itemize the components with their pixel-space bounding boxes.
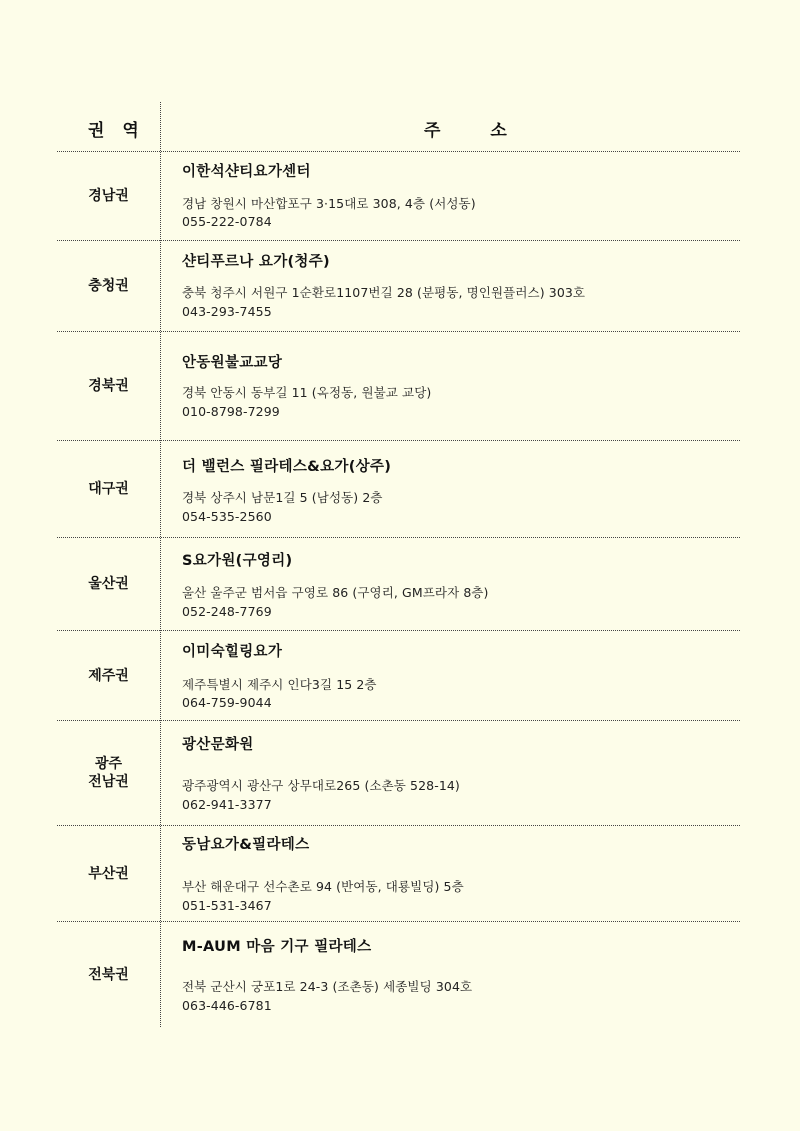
address-entry — [182, 332, 737, 440]
address-entry — [182, 631, 737, 720]
venue-phone: 052-248-7769 — [182, 604, 272, 619]
region-label: 경남권 — [88, 188, 129, 204]
venue-name: M-AUM 마음 기구 필라테스 — [182, 939, 372, 955]
venue-address: 부산 해운대구 선수촌로 94 (반여동, 대룡빌딩) 5층 — [182, 879, 464, 894]
venue-address: 울산 울주군 범서읍 구영로 86 (구영리, GM프라자 8층) — [182, 585, 489, 600]
region-label: 경북권 — [88, 378, 129, 394]
venue-name: 이한석샨티요가센터 — [182, 164, 311, 180]
address-entry — [182, 922, 737, 1027]
address-column-header: 주 소 — [424, 121, 529, 141]
venue-name: 샨티푸르나 요가(청주) — [182, 254, 330, 270]
address-entry — [182, 441, 737, 537]
venue-address: 전북 군산시 궁포1로 24-3 (조촌동) 세종빌딩 304호 — [182, 979, 473, 994]
venue-phone: 055-222-0784 — [182, 214, 272, 229]
venue-address: 제주특별시 제주시 인다3길 15 2층 — [182, 677, 377, 692]
address-entry — [182, 826, 737, 921]
venue-name: 더 밸런스 필라테스&요가(상주) — [182, 459, 392, 475]
region-label: 부산권 — [88, 865, 129, 882]
region-label: 대구권 — [88, 481, 129, 497]
address-entry — [182, 152, 737, 240]
region-label: 광주 전남권 — [88, 756, 129, 790]
region-label: 울산권 — [88, 576, 129, 592]
venue-phone: 064-759-9044 — [182, 695, 272, 710]
venue-phone: 051-531-3467 — [182, 898, 272, 913]
region-label: 충청권 — [88, 278, 129, 294]
region-label: 제주권 — [88, 667, 129, 684]
venue-address: 광주광역시 광산구 상무대로265 (소촌동 528-14) — [182, 778, 460, 793]
venue-name: 동남요가&필라테스 — [182, 837, 310, 853]
venue-address: 경북 안동시 동부길 11 (옥정동, 원불교 교당) — [182, 385, 432, 400]
venue-address: 경북 상주시 남문1길 5 (남성동) 2층 — [182, 490, 383, 505]
venue-address: 경남 창원시 마산합포구 3·15대로 308, 4층 (서성동) — [182, 196, 476, 211]
region-label: 전북권 — [88, 966, 129, 983]
venue-phone: 062-941-3377 — [182, 797, 272, 812]
region-column-header: 권 역 — [88, 121, 145, 141]
venue-name: S요가원(구영리) — [182, 553, 293, 569]
venue-phone: 043-293-7455 — [182, 304, 272, 319]
address-entry — [182, 241, 737, 331]
address-entry — [182, 538, 737, 630]
venue-name: 안동원불교교당 — [182, 355, 283, 371]
venue-name: 광산문화원 — [182, 737, 254, 753]
venue-name: 이미숙힐링요가 — [182, 644, 283, 660]
venue-phone: 063-446-6781 — [182, 998, 272, 1013]
venue-phone: 010-8798-7299 — [182, 404, 280, 419]
venue-phone: 054-535-2560 — [182, 509, 272, 524]
address-entry — [182, 721, 737, 825]
venue-address: 충북 청주시 서원구 1순환로1107번길 28 (분평동, 명인원플러스) 303호 — [182, 285, 586, 300]
